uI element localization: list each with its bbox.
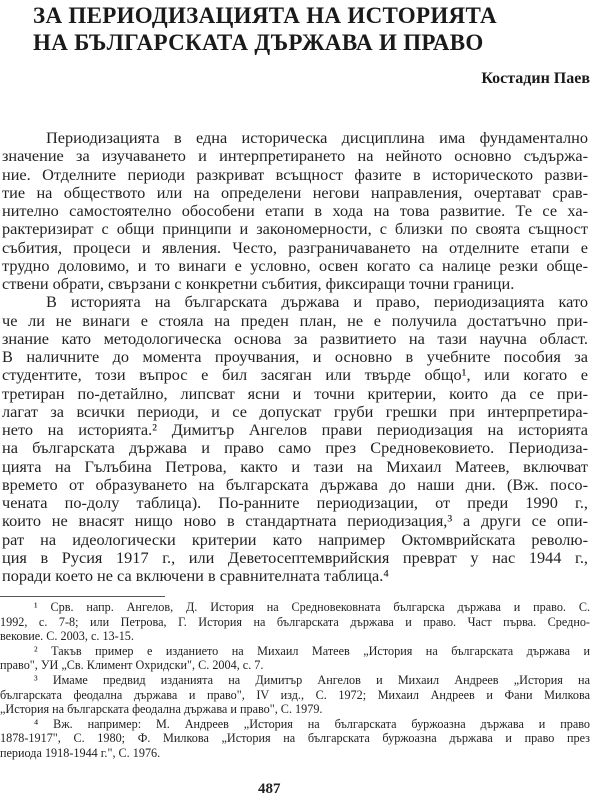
body-line: ствени обрати, свързани с конкретни събития, фиксиращи точни граници. bbox=[2, 274, 515, 293]
body-line: нително самостоятелно обособени етапи в хода на това развитие. Те се ха- bbox=[2, 201, 588, 220]
body-line: значение за изучаването и интерпретирането на нейното основно съдържа- bbox=[2, 146, 588, 166]
body-line: ние. Отделните периоди разкриват всъщност фазите в историческото разви- bbox=[2, 164, 588, 184]
author-name: Костадин Паев bbox=[481, 70, 590, 87]
body-line: знание като методологическа основа за развитието на тази научна област. bbox=[2, 328, 588, 348]
body-line: трудно доловимо, и то винаги е условно, освен когато са налице резки обще- bbox=[2, 255, 588, 275]
body-line: че ли не винаги е стояла на преден план, не е получила достатъчно при- bbox=[2, 310, 588, 330]
article-title bbox=[33, 2, 497, 56]
body-line: които не внасят нищо ново в стандартната периодизация,³ а други се опи- bbox=[2, 511, 588, 531]
footnote-line: българската феодална държава и право", IV изд., С. 1972; Михаил Андреев и Фани Милкова bbox=[0, 687, 590, 702]
footnote-line: вековие. С. 2003, с. 13-15. bbox=[0, 629, 134, 644]
body-text bbox=[2, 129, 588, 585]
footnote-line: ¹ Срв. напр. Ангелов, Д. История на Средновековната българска държава и право. С. bbox=[34, 600, 590, 614]
body-line: рактеризират с общи принципи и закономерности, с близки по своята същност bbox=[2, 219, 588, 239]
footnote-line: 1878-1917", С. 1980; Ф. Милкова „История на българската буржоазна държава и право през bbox=[0, 731, 590, 746]
body-line: лагат за всички периоди, и се допускат груби грешки при интерпретира- bbox=[2, 401, 588, 421]
body-line: нето на историята.² Димитър Ангелов прави периодизация на историята bbox=[2, 420, 588, 439]
title-line: НА БЪЛГАРСКАТА ДЪРЖАВА И ПРАВО bbox=[33, 30, 484, 55]
footnote-separator bbox=[0, 596, 165, 597]
body-line: В наличните до момента проучвания, и основно в учебните пособия за bbox=[2, 347, 588, 366]
body-line: В историята на българската държава и право, периодизацията като bbox=[46, 292, 588, 312]
body-line: третиран по-детайлно, липсват ясни и точни критерии, които да се при- bbox=[2, 383, 588, 403]
body-line: поради което не са включени в сравнителната таблица.⁴ bbox=[2, 566, 389, 585]
page-number: 487 bbox=[258, 781, 281, 797]
body-line: на българската държава и право само през Средновековието. Периодиза- bbox=[2, 438, 588, 458]
body-line: събития, процеси и явления. Често, разграничаването на отделните етапи е bbox=[2, 237, 588, 257]
title-line: ЗА ПЕРИОДИЗАЦИЯТА НА ИСТОРИЯТА bbox=[33, 3, 497, 28]
footnote-line: ² Такъв пример е изданието на Михаил Матеев „История на българската държава и bbox=[34, 643, 590, 658]
footnote-line: 1992, с. 7-8; или Петрова, Г. История на българската държава и право. Част първа. Средно- bbox=[0, 614, 590, 629]
body-line: чената по-долу таблица). По-ранните периодизации, от преди 1990 г., bbox=[2, 493, 588, 512]
footnote-line: ⁴ Вж. например: М. Андреев „История на българската буржоазна държава и право bbox=[34, 716, 590, 731]
footnote-line: „История на българската феодална държава и право", С. 1979. bbox=[0, 702, 323, 717]
body-line: времето от образуването на българската държава до наши дни. (Вж. посо- bbox=[2, 474, 588, 494]
footnotes bbox=[0, 600, 590, 761]
body-line: студентите, този въпрос е бил засяган или твърде общо¹, или когато е bbox=[2, 365, 588, 385]
body-line: ция в Русия 1917 г., или Деветосептемврийския преврат у нас 1944 г., bbox=[2, 547, 588, 567]
footnote-line: право", УИ „Св. Климент Охридски", С. 2004, с. 7. bbox=[0, 658, 264, 673]
body-line: рат на идеологически критерии като например Октомврийската револю- bbox=[2, 529, 588, 549]
footnote-line: периода 1918-1944 г.", С. 1976. bbox=[0, 745, 161, 760]
body-line: цията на Гълъбина Петрова, както и тази на Михаил Матеев, включват bbox=[2, 456, 588, 476]
footnote-line: ³ Имаме предвид изданията на Димитър Ангелов и Михаил Андреев „История на bbox=[34, 672, 590, 687]
body-line: Периодизацията в една историческа дисциплина има фундаментално bbox=[46, 128, 588, 147]
body-line: тие на обществото или на определени негови направления, очертават срав- bbox=[2, 182, 588, 202]
